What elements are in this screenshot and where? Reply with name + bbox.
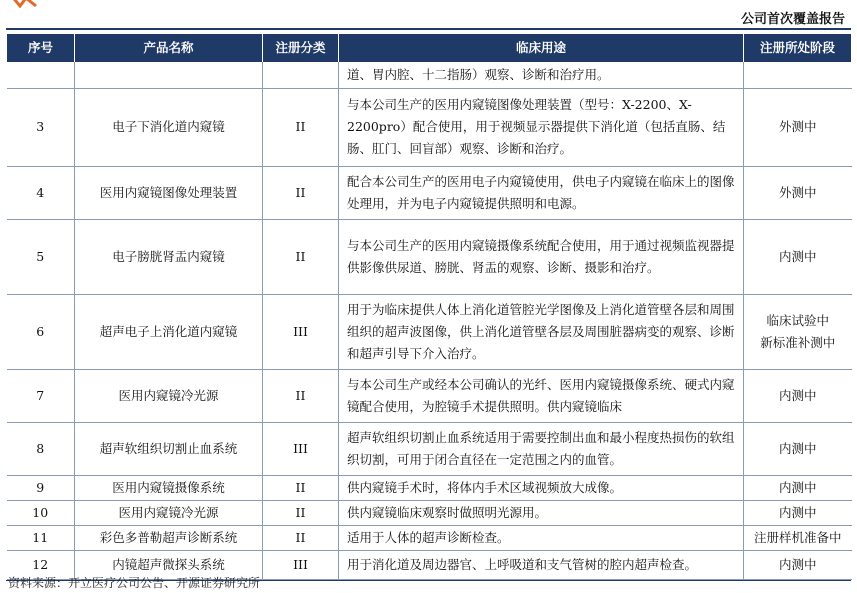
registration-stage: 外测中 bbox=[744, 166, 852, 219]
row-number: 5 bbox=[7, 219, 75, 294]
col-header-name: 产品名称 bbox=[75, 34, 263, 62]
table-row bbox=[7, 88, 852, 166]
row-number: 7 bbox=[7, 369, 75, 422]
table-row bbox=[7, 62, 852, 88]
table-row bbox=[7, 475, 852, 500]
registration-stage: 内测中 bbox=[744, 219, 852, 294]
header-divider bbox=[6, 28, 851, 30]
product-name: 内镜超声微探头系统 bbox=[75, 550, 263, 579]
product-name: 电子下消化道内窥镜 bbox=[75, 88, 263, 166]
col-header-no: 序号 bbox=[7, 34, 75, 62]
source-note: 资料来源：开立医疗公司公告、开源证券研究所 bbox=[8, 576, 261, 590]
product-name: 电子膀胱肾盂内窥镜 bbox=[75, 219, 263, 294]
row-number: 3 bbox=[7, 88, 75, 166]
clinical-use: 用于消化道及周边器官、上呼吸道和支气管树的腔内超声检查。 bbox=[339, 550, 744, 579]
logo-icon bbox=[6, 0, 42, 8]
row-number: 8 bbox=[7, 422, 75, 475]
registration-stage: 内测中 bbox=[744, 422, 852, 475]
report-header bbox=[0, 0, 857, 28]
registration-stage: 外测中 bbox=[744, 88, 852, 166]
product-name bbox=[75, 62, 263, 88]
registration-category: II bbox=[263, 525, 339, 550]
row-number: 9 bbox=[7, 475, 75, 500]
registration-category: II bbox=[263, 475, 339, 500]
row-number: 6 bbox=[7, 294, 75, 369]
clinical-use: 与本公司生产或经本公司确认的光纤、医用内窥镜摄像系统、硬式内窥镜配合使用，为腔镜手术提供照明。供内窥镜临床 bbox=[339, 369, 744, 422]
registration-stage bbox=[744, 62, 852, 88]
table-row bbox=[7, 219, 852, 294]
registration-category: II bbox=[263, 88, 339, 166]
registration-category: III bbox=[263, 422, 339, 475]
product-name: 超声电子上消化道内窥镜 bbox=[75, 294, 263, 369]
col-header-use: 临床用途 bbox=[339, 34, 744, 62]
registration-stage: 内测中 bbox=[744, 475, 852, 500]
clinical-use: 与本公司生产的医用内窥镜图像处理装置（型号：X-2200、X-2200pro）配合使用，用于视频显示器提供下消化道（包括直肠、结肠、肛门、回盲部）观察、诊断和治疗。 bbox=[339, 88, 744, 166]
table-row bbox=[7, 294, 852, 369]
table-row bbox=[7, 525, 852, 550]
row-number: 12 bbox=[7, 550, 75, 579]
registration-category: II bbox=[263, 369, 339, 422]
clinical-use: 超声软组织切割止血系统适用于需要控制出血和最小程度热损伤的软组织切割，可用于闭合直径在一定范围之内的血管。 bbox=[339, 422, 744, 475]
col-header-category: 注册分类 bbox=[263, 34, 339, 62]
clinical-use: 适用于人体的超声诊断检查。 bbox=[339, 525, 744, 550]
table-row bbox=[7, 166, 852, 219]
registration-stage: 注册样机准备中 bbox=[744, 525, 852, 550]
product-name: 医用内窥镜冷光源 bbox=[75, 500, 263, 525]
registration-stage: 内测中 bbox=[744, 550, 852, 579]
table-header-row bbox=[7, 34, 852, 62]
product-name: 医用内窥镜冷光源 bbox=[75, 369, 263, 422]
clinical-use: 用于为临床提供人体上消化道管腔光学图像及上消化道管壁各层和周围组织的超声波图像，供上消化道管壁各层及周围脏器病变的观察、诊断和超声引导下介入治疗。 bbox=[339, 294, 744, 369]
table-row bbox=[7, 369, 852, 422]
registration-category: III bbox=[263, 294, 339, 369]
registration-category bbox=[263, 62, 339, 88]
registration-stage: 内测中 bbox=[744, 500, 852, 525]
clinical-use: 配合本公司生产的医用电子内窥镜使用，供电子内窥镜在临床上的图像处理用，并为电子内窥镜提供照明和电源。 bbox=[339, 166, 744, 219]
report-title: 公司首次覆盖报告 bbox=[740, 12, 845, 27]
clinical-use: 与本公司生产的医用内窥镜摄像系统配合使用，用于通过视频监视器提供影像供尿道、膀胱、肾盂的观察、诊断、摄影和治疗。 bbox=[339, 219, 744, 294]
clinical-use: 供内窥镜手术时，将体内手术区域视频放大成像。 bbox=[339, 475, 744, 500]
row-number: 4 bbox=[7, 166, 75, 219]
registration-category: II bbox=[263, 219, 339, 294]
registration-category: III bbox=[263, 550, 339, 579]
product-registration-table bbox=[6, 34, 852, 580]
registration-category: II bbox=[263, 500, 339, 525]
product-name: 医用内窥镜摄像系统 bbox=[75, 475, 263, 500]
product-name: 彩色多普勒超声诊断系统 bbox=[75, 525, 263, 550]
registration-stage: 临床试验中 新标准补测中 bbox=[744, 294, 852, 369]
row-number: 11 bbox=[7, 525, 75, 550]
registration-stage: 内测中 bbox=[744, 369, 852, 422]
registration-category: II bbox=[263, 166, 339, 219]
product-name: 超声软组织切割止血系统 bbox=[75, 422, 263, 475]
table-row bbox=[7, 422, 852, 475]
col-header-stage: 注册所处阶段 bbox=[744, 34, 852, 62]
clinical-use: 道、胃内腔、十二指肠）观察、诊断和治疗用。 bbox=[339, 62, 744, 88]
row-number: 10 bbox=[7, 500, 75, 525]
product-name: 医用内窥镜图像处理装置 bbox=[75, 166, 263, 219]
row-number bbox=[7, 62, 75, 88]
table-row bbox=[7, 500, 852, 525]
clinical-use: 供内窥镜临床观察时做照明光源用。 bbox=[339, 500, 744, 525]
